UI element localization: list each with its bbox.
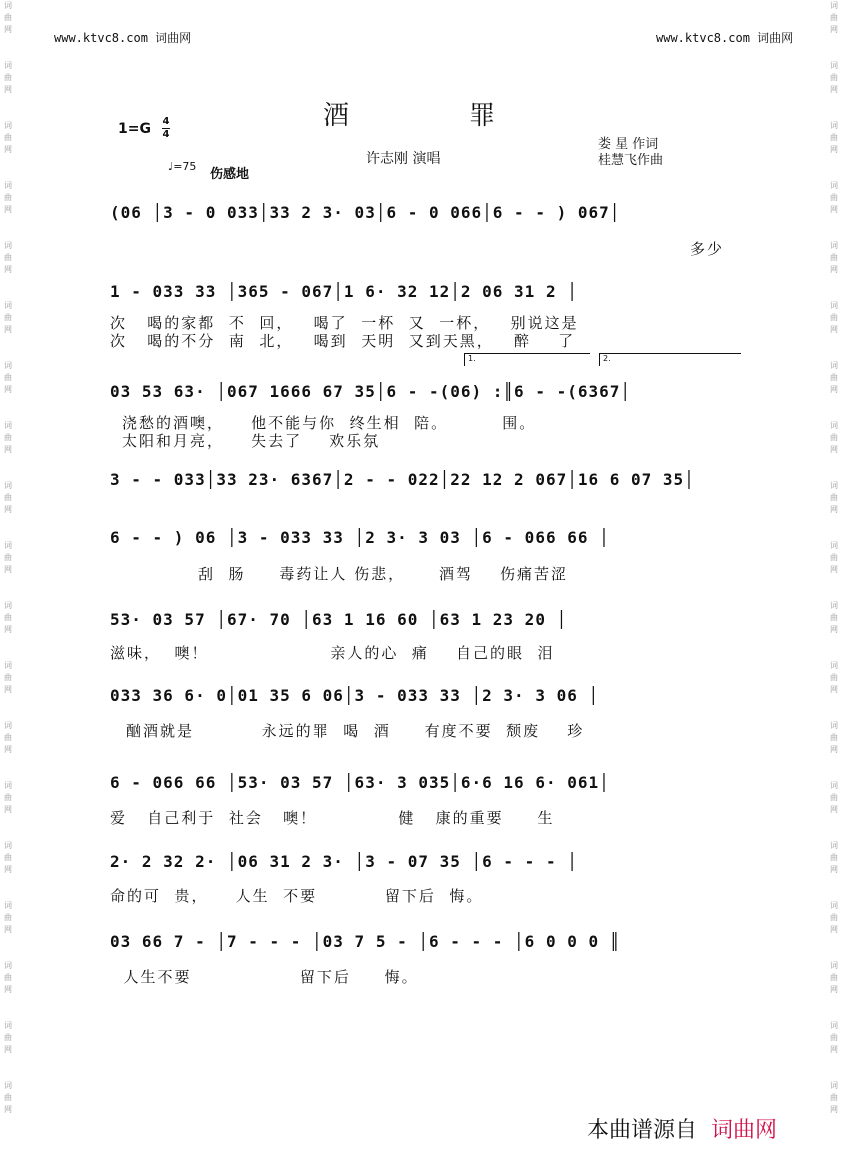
performer-credit: 许志刚 演唱 [366, 151, 441, 167]
score-line: 3 - - 033│33 23· 6367│2 - - 022│22 12 2 067│16 6 07 35│ [110, 470, 695, 489]
edge-watermark-text: 词曲网 [4, 721, 12, 754]
score-line: 03 53 63· │067 1666 67 35│6 - -(06) :║6 - -(6367│ [110, 382, 632, 401]
time-signature-bottom: 4 [162, 129, 170, 140]
score-line: 033 36 6· 0│01 35 6 06│3 - 033 33 │2 3· 3 06 │ [110, 686, 600, 705]
edge-watermark-text: 词曲网 [4, 781, 12, 814]
edge-watermark-text: 词曲网 [4, 1081, 12, 1114]
edge-watermark-text: 词曲网 [4, 61, 12, 94]
lyric-line: 滋味， 噢！ 亲人的心 痛 自己的眼 泪 [110, 644, 555, 662]
edge-watermark-text: 词曲网 [830, 721, 838, 754]
edge-watermark-text: 词曲网 [4, 481, 12, 514]
volta-first-ending: 1. [464, 353, 590, 366]
time-signature [162, 116, 170, 141]
source-brand-link[interactable]: 词曲网 [711, 1118, 778, 1143]
lyric-line: 人生不要 留下后 悔。 [110, 968, 419, 986]
edge-watermark-text: 词曲网 [830, 601, 838, 634]
credits [598, 137, 663, 169]
lyric-line: 太阳和月亮， 失去了 欢乐氛 [122, 432, 381, 450]
lyric-line: 爱 自己利于 社会 噢！ 健 康的重要 生 [110, 809, 555, 827]
lyric-line: 次 喝的不分 南 北， 喝到 天明 又到天黑， 醉 了 [110, 332, 576, 350]
edge-watermark-text: 词曲网 [4, 181, 12, 214]
edge-watermark-text: 词曲网 [4, 121, 12, 154]
edge-watermark-text: 词曲网 [4, 661, 12, 694]
score-line: 6 - - ) 06 │3 - 033 33 │2 3· 3 03 │6 - 066 66 │ [110, 528, 610, 547]
edge-watermark-text: 词曲网 [4, 421, 12, 454]
edge-watermark-text: 词曲网 [830, 421, 838, 454]
lyric-line: 刮 肠 毒药让人 伤悲， 酒驾 伤痛苦涩 [110, 565, 569, 583]
edge-watermark-text: 词曲网 [4, 541, 12, 574]
edge-watermark-text: 词曲网 [4, 241, 12, 274]
edge-watermark-text: 词曲网 [4, 1, 12, 34]
edge-watermark-text: 词曲网 [4, 361, 12, 394]
edge-watermark-text: 词曲网 [830, 1, 838, 34]
edge-watermark-text: 词曲网 [830, 121, 838, 154]
edge-watermark-text: 词曲网 [830, 1021, 838, 1054]
edge-watermark-text: 词曲网 [830, 361, 838, 394]
edge-watermark-text: 词曲网 [830, 61, 838, 94]
edge-watermark-text: 词曲网 [4, 601, 12, 634]
header-watermark-right[interactable]: www.ktvc8.com 词曲网 [656, 31, 794, 45]
lyric-line: 命的可 贵， 人生 不要 留下后 悔。 [110, 887, 484, 905]
score-line: 03 66 7 - │7 - - - │03 7 5 - │6 - - - │6 0 0 0 ║ [110, 932, 621, 951]
edge-watermark-text: 词曲网 [830, 961, 838, 994]
lyric-line: 酗酒就是 永远的罪 喝 酒 有度不要 颓废 珍 [126, 722, 585, 740]
edge-watermark-text: 词曲网 [830, 1081, 838, 1114]
edge-watermark-right [828, 0, 840, 1171]
edge-watermark-left [2, 0, 14, 1171]
score-line: 53· 03 57 │67· 70 │63 1 16 60 │63 1 23 20 │ [110, 610, 568, 629]
lyricist-credit: 娄 星 作词 [598, 137, 659, 152]
score-line: (06 │3 - 0 033│33 2 3· 03│6 - 0 066│6 - - ) 067│ [110, 203, 621, 222]
edge-watermark-text: 词曲网 [4, 961, 12, 994]
key-signature: 1=G [118, 121, 151, 137]
edge-watermark-text: 词曲网 [830, 781, 838, 814]
edge-watermark-text: 词曲网 [4, 301, 12, 334]
song-title: 酒罪 [323, 101, 616, 131]
score-line: 1 - 033 33 │365 - 067│1 6· 32 12│2 06 31 2 │ [110, 282, 578, 301]
source-credit [587, 1113, 777, 1144]
edge-watermark-text: 词曲网 [830, 541, 838, 574]
score-line: 6 - 066 66 │53· 03 57 │63· 3 035│6·6 16 6· 061│ [110, 773, 610, 792]
lyric-line: 多少 [690, 240, 725, 258]
composer-credit: 桂慧飞作曲 [598, 153, 664, 168]
edge-watermark-text: 词曲网 [4, 901, 12, 934]
edge-watermark-text: 词曲网 [830, 241, 838, 274]
edge-watermark-text: 词曲网 [830, 301, 838, 334]
lyric-line: 浇愁的酒噢， 他不能与你 终生相 陪。 围。 [122, 414, 537, 432]
tempo-marking: ♩=75 [168, 160, 197, 173]
edge-watermark-text: 词曲网 [830, 181, 838, 214]
edge-watermark-text: 词曲网 [830, 841, 838, 874]
time-signature-top: 4 [162, 116, 170, 127]
source-label: 本曲谱源自 [587, 1118, 698, 1143]
header-watermark-left[interactable]: www.ktvc8.com 词曲网 [54, 31, 192, 45]
score-line: 2· 2 32 2· │06 31 2 3· │3 - 07 35 │6 - - - │ [110, 852, 578, 871]
volta-second-ending: 2. [599, 353, 741, 366]
edge-watermark-text: 词曲网 [830, 661, 838, 694]
mood-marking: 伤感地 [210, 167, 250, 182]
edge-watermark-text: 词曲网 [830, 481, 838, 514]
edge-watermark-text: 词曲网 [4, 1021, 12, 1054]
edge-watermark-text: 词曲网 [4, 841, 12, 874]
edge-watermark-text: 词曲网 [830, 901, 838, 934]
lyric-line: 次 喝的家都 不 回， 喝了 一杯 又 一杯， 别说这是 [110, 314, 579, 332]
